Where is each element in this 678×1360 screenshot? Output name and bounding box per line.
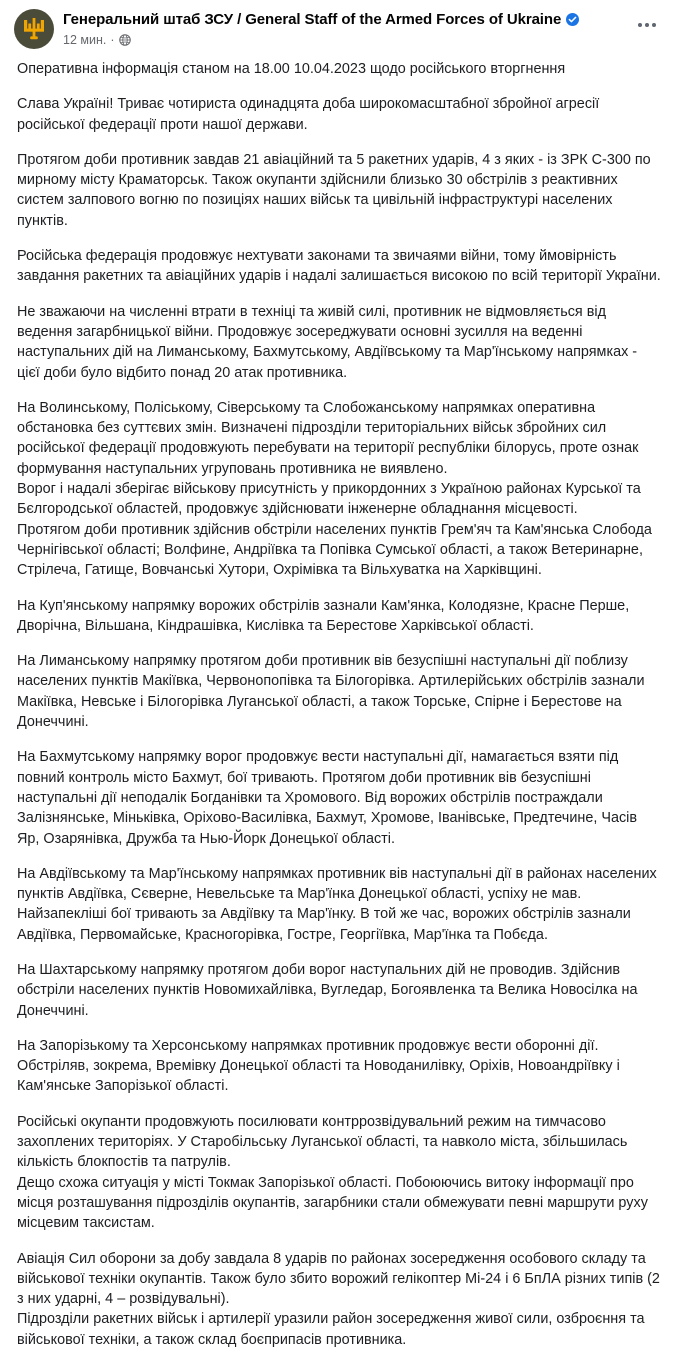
post-paragraph: Дещо схожа ситуація у місті Токмак Запорізької області. Побоюючись витоку інформації про місця розташування підрозділів окупантів, загарбники стали обмежувати певні маршрути руху місцевим таксистам.	[17, 1174, 648, 1232]
ellipsis-horizontal-icon	[652, 23, 656, 27]
post-paragraph: На Запорізькому та Херсонському напрямках противник продовжує вести оборонні дії. Обстріляв, зокрема, Времівку Донецької області та Новоданилівку, Оріхів, Новоандріївку і Кам'янське Запорізької області.	[17, 1037, 620, 1095]
post-message-text	[0, 55, 678, 1360]
post-paragraph: На Волинському, Поліському, Сіверському та Слобожанському напрямках оперативна обстановка без суттєвих змін. Визначені підрозділи територіальних військ збройних сил російської федерації продовжують перебувати на території республіки білорусь, проте ознак формування наступальних угруповань противника не виявлено.	[17, 399, 639, 477]
post-paragraph: Оперативна інформація станом на 18.00 10.04.2023 щодо російського вторгнення	[17, 61, 566, 77]
post-meta-row	[63, 32, 666, 48]
globe-public-icon[interactable]	[119, 34, 131, 46]
post-paragraph: Не зважаючи на численні втрати в техніці та живій силі, противник не відмовляється від ведення загарбницької війни. Продовжує зосереджувати основні зусилля на веденні наступальних дій на Лиманському, Бахмутському, Авдіївському та Мар'їнському напрямках - цієї доби було відбито понад 20 атак противника.	[17, 303, 638, 381]
post-paragraph: Протягом доби противник завдав 21 авіаційний та 5 ракетних ударів, 4 з яких - із ЗРК С-300 по мирному місту Краматорськ. Також окупанти здійснили близько 30 обстрілів з реактивних систем залпового вогню по позиціях наших військ та цивільній інфраструктурі населених пунктів.	[17, 151, 651, 229]
post-paragraph: На Авдіївському та Мар'їнському напрямках противник вів наступальні дії в районах населених пунктів Авдіївка, Сєверне, Невельське та Мар'їнка Донецької області, успіху не мав. Найзапекліші бої тривають за Авдіївку та Мар'їнку. В той же час, ворожих обстрілів зазнали Авдіївка, Первомайське, Красногорівка, Гостре, Георгіївка, Мар'їнка та Побєда.	[17, 865, 657, 943]
post-timestamp[interactable]: 12 мин.	[63, 33, 107, 47]
post-paragraph: Протягом доби противник здійснив обстріли населених пунктів Грем'яч та Кам'янська Слобода Чернігівської області; Волфине, Андріївка та Попівка Сумської області, а також Ветеринарне, Стрілеча, Гатище, Вовчанські Хутори, Охрімівка та Вільхуватка на Харківщині.	[17, 521, 652, 579]
ukrainian-trident-icon	[22, 16, 46, 42]
post-paragraph: Слава Україні! Триває чотириста одинадцята доба широкомасштабної збройної агресії російської федерації проти нашої держави.	[17, 96, 600, 133]
post-paragraph: Ворог і надалі зберігає військову присутність у прикордонних з Україною районах Курської та Бєлгородської областей, продовжує здійснювати інженерне обладнання місцевості.	[17, 481, 641, 518]
post-paragraph: На Шахтарському напрямку протягом доби ворог наступальних дій не проводив. Здійснив обстріли населених пунктів Новомихайлівка, Вугледар, Богоявленка та Велика Новосілка на Донеччині.	[17, 961, 638, 1019]
verified-badge-icon	[566, 13, 579, 26]
post-author-block	[63, 9, 666, 48]
author-name-row	[63, 10, 666, 29]
meta-separator: ·	[110, 33, 115, 47]
page-name[interactable]: Генеральний штаб ЗСУ / General Staff of the Armed Forces of Ukraine	[63, 11, 562, 28]
post-header	[0, 0, 678, 55]
ellipsis-horizontal-icon	[645, 23, 649, 27]
post-paragraph: На Лиманському напрямку протягом доби противник вів безуспішні наступальні дії поблизу населених пунктів Макіївка, Червонопопівка та Білогорівка. Артилерійських обстрілів зазнали Макіївка, Невське і Білогорівка Луганської області, а також Торське, Спірне і Берестове на Донеччині.	[17, 653, 645, 731]
post-paragraph: Російські окупанти продовжують посилювати контррозвідувальний режим на тимчасово захоплених територіях. У Старобільську Луганської області, та навколо міста, збільшилась кількість блокпостів та патрулів.	[17, 1113, 628, 1171]
avatar[interactable]	[14, 9, 54, 49]
post-paragraph: На Бахмутському напрямку ворог продовжує вести наступальні дії, намагається взяти під повний контроль місто Бахмут, бої тривають. Протягом доби противник вів безуспішні наступальні дії неподалік Богданівки та Хромового. Від ворожих обстрілів постраждали Залізнянське, Міньківка, Оріхово-Василівка, Бахмут, Хромове, Іванівське, Предтечине, Часів Яр, Озарянівка, Дружба та Нью-Йорк Донецької області.	[17, 749, 638, 847]
post-paragraph: Підрозділи ракетних військ і артилерії уразили район зосередження живої сили, озброєння та військової техніки, а також склад боєприпасів противника.	[17, 1311, 645, 1348]
post-paragraph: На Куп'янському напрямку ворожих обстрілів зазнали Кам'янка, Колодязне, Красне Перше, Дворічна, Вільшана, Кіндрашівка, Кислівка та Берестове Харківської області.	[17, 597, 630, 634]
post-paragraph: Авіація Сил оборони за добу завдала 8 ударів по районах зосередження особового складу та військової техніки окупантів. Також було збито ворожий гелікоптер Мі-24 і 6 БпЛА різних типів (2 з них ударні, 4 – розвідувальні).	[17, 1250, 660, 1308]
post-more-options-button[interactable]	[632, 18, 662, 32]
ellipsis-horizontal-icon	[638, 23, 642, 27]
post-paragraph: Російська федерація продовжує нехтувати законами та звичаями війни, тому ймовірність завдання ракетних та авіаційних ударів і надалі залишається високою по всій території України.	[17, 248, 661, 285]
